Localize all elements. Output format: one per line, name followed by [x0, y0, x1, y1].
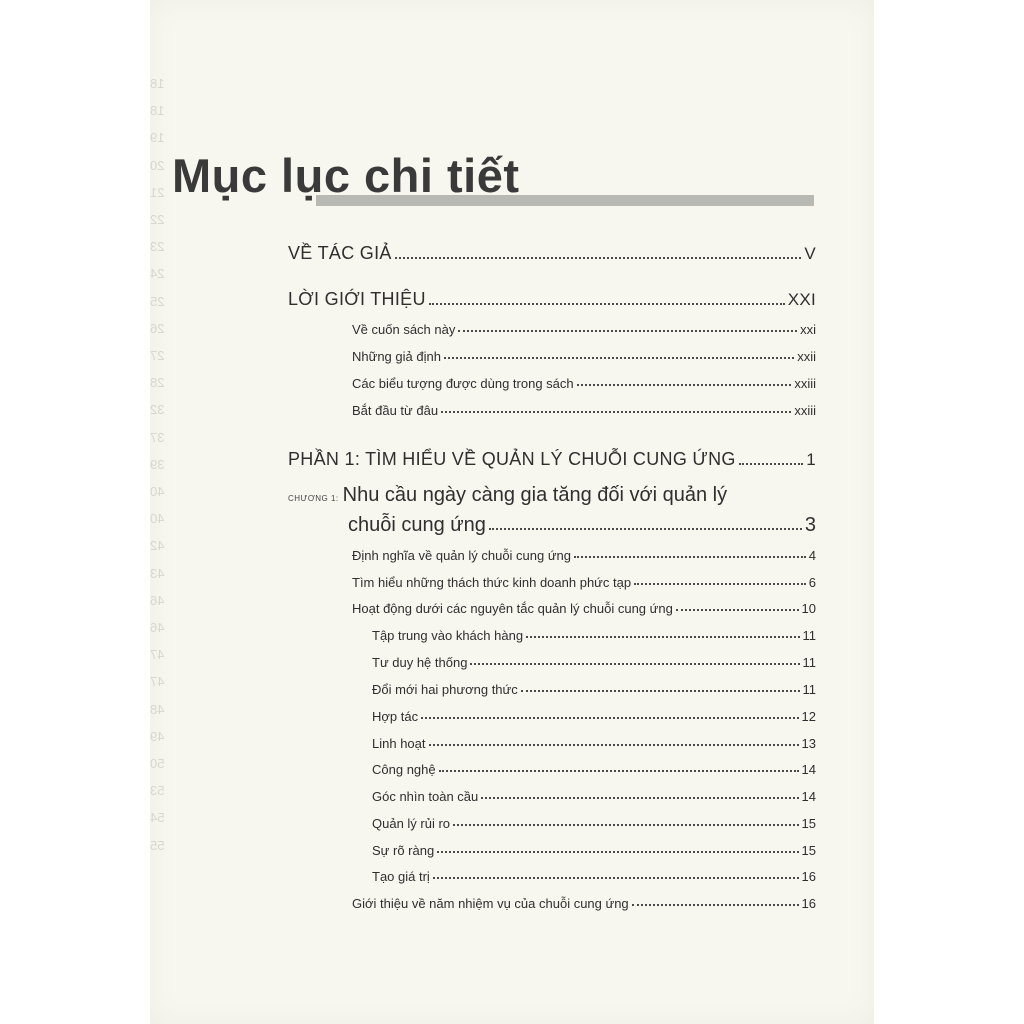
toc-section[interactable]: Tìm hiểu những thách thức kinh doanh phức tạp 6 — [352, 575, 816, 590]
bleed-through-number: 40 — [150, 484, 165, 499]
bleed-through-number: 23 — [150, 239, 165, 255]
bleed-through-number: 21 — [150, 184, 165, 200]
toc-entry-about-book[interactable]: Về cuốn sách này xxi — [352, 322, 816, 337]
toc-subsection[interactable]: Tạo giá trị 16 — [372, 869, 816, 884]
bleed-through-number: 25 — [150, 293, 165, 309]
toc-section[interactable]: Hoạt động dưới các nguyên tắc quản lý chuỗi cung ứng 10 — [352, 601, 816, 616]
toc-entry-about-author[interactable]: VỀ TÁC GIẢ V — [288, 243, 816, 263]
toc-subsection[interactable]: Tập trung vào khách hàng 11 — [372, 628, 816, 643]
bleed-through-number: 47 — [150, 674, 165, 690]
bleed-through-number: 37 — [150, 429, 165, 445]
bleed-through-number: 46 — [150, 620, 165, 635]
chapter-title-line2: chuỗi cung ứng — [348, 514, 486, 536]
toc-subsection[interactable]: Sự rõ ràng 15 — [372, 843, 816, 858]
bleed-through-number: 39 — [150, 456, 165, 472]
bleed-through-number: 50 — [150, 756, 165, 771]
chapter-page: 3 — [804, 514, 816, 536]
bleed-through-number: 42 — [150, 538, 165, 554]
bleed-through-number: 43 — [150, 565, 165, 581]
toc-section[interactable]: Định nghĩa về quản lý chuỗi cung ứng 4 — [352, 548, 816, 563]
page-title: Mục lục chi tiết — [172, 149, 520, 202]
bleed-through-number: 47 — [150, 647, 165, 663]
bleed-through-number: 46 — [150, 592, 165, 608]
toc-entry-introduction[interactable]: LỜI GIỚI THIỆU XXI — [288, 289, 816, 309]
bleed-through-number: 53 — [150, 783, 165, 799]
toc-subsection[interactable]: Đổi mới hai phương thức 11 — [372, 682, 816, 697]
bleed-through-number: 54 — [150, 810, 165, 826]
toc-subsection[interactable]: Tư duy hệ thống 11 — [372, 655, 816, 670]
toc-entry-assumptions[interactable]: Những giả định xxii — [352, 349, 816, 364]
toc-chapter-1-heading[interactable] — [288, 484, 816, 507]
toc-subsection[interactable]: Hợp tác 12 — [372, 709, 816, 724]
bleed-through-number: 26 — [150, 320, 165, 336]
toc-entry-part-1[interactable]: PHẦN 1: TÌM HIỂU VỀ QUẢN LÝ CHUỖI CUNG ỨNG 1 — [288, 449, 816, 469]
toc-subsection[interactable]: Quản lý rủi ro 15 — [372, 816, 816, 831]
toc-entry-icons[interactable]: Các biểu tượng được dùng trong sách xxiii — [352, 376, 816, 391]
bleed-through-number: 28 — [150, 375, 165, 391]
bleed-through-number: 22 — [150, 212, 165, 227]
table-of-contents — [150, 0, 874, 1024]
bleed-through-number: 18 — [150, 76, 165, 91]
toc-subsection[interactable]: Linh hoạt 13 — [372, 736, 816, 751]
toc-subsection[interactable]: Góc nhìn toàn cầu 14 — [372, 789, 816, 804]
bleed-through-number: 32 — [150, 402, 165, 418]
bleed-through-number: 24 — [150, 266, 165, 282]
chapter-title-line1: Nhu cầu ngày càng gia tăng đối với quản lý — [342, 484, 728, 506]
bleed-through-number: 40 — [150, 511, 165, 527]
bleed-through-number: 20 — [150, 157, 165, 173]
bleed-through-number: 48 — [150, 701, 165, 717]
toc-chapter-1-heading-cont[interactable] — [348, 514, 816, 537]
toc-entry-where-to-start[interactable]: Bắt đầu từ đâu xxiii — [352, 403, 816, 418]
bleed-through-number: 27 — [150, 348, 165, 363]
chapter-label: CHƯƠNG 1: — [288, 494, 339, 503]
toc-subsection[interactable]: Công nghệ 14 — [372, 762, 816, 777]
bleed-through-number: 18 — [150, 103, 165, 119]
toc-section[interactable]: Giới thiệu về năm nhiệm vụ của chuỗi cung ứng 16 — [352, 896, 816, 911]
book-page — [150, 0, 874, 1024]
bleed-through-number: 55 — [150, 837, 165, 853]
bleed-through-number: 19 — [150, 130, 165, 146]
bleed-through-number: 49 — [150, 728, 165, 744]
